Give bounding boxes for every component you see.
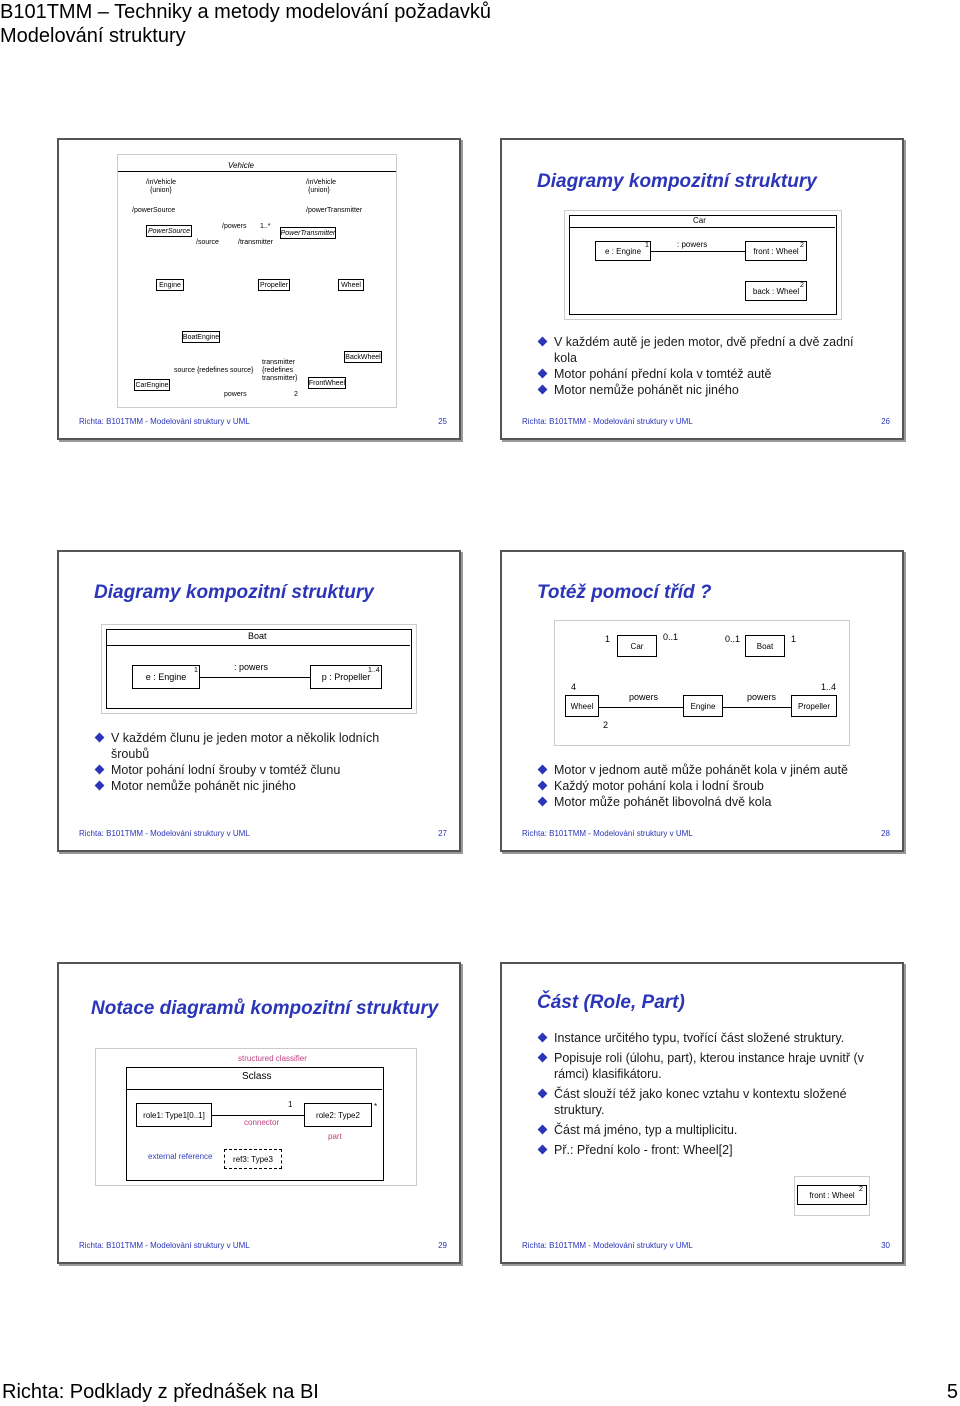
boat-label: Boat: [248, 631, 267, 641]
multiplicity-zero-one: 0..1: [663, 632, 679, 642]
vehicle-label: Vehicle: [228, 161, 254, 170]
back-wheel-box: BackWheel: [344, 351, 382, 363]
bullet-item: Motor může pohánět libovolná dvě kola: [538, 794, 878, 810]
slide-25: [57, 138, 461, 440]
power-source-box: PowerSource: [146, 225, 192, 237]
slide-26: [500, 138, 904, 440]
engine-box: Engine: [156, 279, 184, 291]
back-multiplicity: 2: [800, 282, 804, 289]
diamond-bullet-icon: [538, 1089, 548, 1099]
diamond-bullet-icon: [538, 797, 548, 807]
multiplicity-one: 1: [605, 634, 611, 644]
boat-class: Boat: [745, 635, 785, 657]
front-wheel-part: front : Wheel: [797, 1185, 867, 1205]
powers-connector: : powers: [234, 662, 269, 672]
engine-multiplicity: 1: [645, 242, 649, 249]
car-class: Car: [617, 635, 657, 657]
car-engine-box: CarEngine: [134, 379, 170, 391]
powers-label: /powers: [222, 223, 247, 230]
engine-multiplicity: 1: [194, 667, 198, 674]
bullet-item: Motor nemůže pohánět nic jiného: [538, 382, 858, 398]
diamond-bullet-icon: [538, 1145, 548, 1155]
transmitter-redef-label: transmitter {redefines transmitter}: [262, 359, 298, 382]
diamond-bullet-icon: [95, 733, 105, 743]
wheel-box: Wheel: [338, 279, 364, 291]
multiplicity-four: 4: [571, 682, 577, 692]
powers-bottom-label: powers: [224, 391, 247, 398]
slide-27: [57, 550, 461, 852]
wheel-class: Wheel: [565, 695, 599, 717]
engine-part: e : Engine: [132, 665, 200, 689]
bullet-item: Každý motor pohání kola i lodní šroub: [538, 778, 878, 794]
connector-label: connector: [244, 1118, 280, 1127]
slide-footer: Richta: B101TMM - Modelování struktury v UML: [522, 417, 693, 426]
bullet-item: Motor pohání přední kola v tomtéž autě: [538, 366, 858, 382]
slide-footer: Richta: B101TMM - Modelování struktury v UML: [79, 417, 250, 426]
slide-28: [500, 550, 904, 852]
diamond-bullet-icon: [538, 1053, 548, 1063]
transmitter-label: /transmitter: [238, 239, 274, 246]
slide-number: 25: [438, 417, 447, 426]
slide-footer: Richta: B101TMM - Modelování struktury v UML: [522, 829, 693, 838]
page-footer-author: Richta: Podklady z přednášek na BI: [2, 1381, 319, 1403]
multiplicity-zero-one: 0..1: [725, 634, 741, 644]
class-diagram: [554, 620, 850, 746]
diamond-bullet-icon: [538, 1125, 548, 1135]
car-diagram: [564, 210, 842, 320]
source-label: /source: [196, 239, 219, 246]
slide-number: 26: [881, 417, 890, 426]
bullet-list: [538, 334, 858, 398]
slide-30: [500, 962, 904, 1264]
role1-part: role1: Type1[0..1]: [136, 1103, 212, 1127]
multiplicity-one: 1: [288, 1100, 293, 1109]
notation-diagram: [95, 1048, 417, 1186]
propeller-class: Propeller: [791, 695, 837, 717]
power-transmitter-box: PowerTransmitter: [280, 227, 336, 239]
front-multiplicity: 2: [859, 1186, 863, 1193]
bullet-list: [538, 1030, 876, 1158]
bullet-item: Část má jméno, typ a multiplicitu.: [538, 1122, 876, 1138]
slide-title: Část (Role, Part): [537, 992, 685, 1013]
page-number: 5: [946, 1381, 958, 1403]
slide-footer: Richta: B101TMM - Modelování struktury v UML: [79, 829, 250, 838]
multiplicity-one: 1: [791, 634, 797, 644]
diamond-bullet-icon: [538, 1033, 548, 1043]
front-multiplicity: 2: [800, 242, 804, 249]
powers-label-2: powers: [747, 692, 777, 702]
bullet-item: Motor pohání lodní šrouby v tomtéž člunu: [95, 762, 415, 778]
in-vehicle-label-2: /inVehicle: [306, 179, 336, 186]
diamond-bullet-icon: [538, 765, 548, 775]
role2-part: role2: Type2: [304, 1103, 372, 1127]
propeller-box: Propeller: [258, 279, 290, 291]
power-source-label: /powerSource: [132, 207, 176, 214]
slide-number: 27: [438, 829, 447, 838]
document-title: B101TMM – Techniky a metody modelování požadavků: [0, 1, 492, 23]
diamond-bullet-icon: [95, 765, 105, 775]
slide-title: Totéž pomocí tříd ?: [537, 582, 712, 603]
bullet-item: Část slouží též jako konec vztahu v kontextu složené struktury.: [538, 1086, 876, 1118]
union-label-1: {union}: [150, 187, 172, 194]
bullet-item: Motor nemůže pohánět nic jiného: [95, 778, 415, 794]
bullet-item: V každém člunu je jeden motor a několik lodních šroubů: [95, 730, 415, 762]
multiplicity-star: *: [374, 1102, 378, 1111]
car-label: Car: [693, 216, 706, 225]
propeller-part: p : Propeller: [310, 665, 382, 689]
slide-title: Diagramy kompozitní struktury: [537, 171, 817, 192]
bullet-item: Popisuje roli (úlohu, part), kterou instance hraje uvnitř (v rámci) klasifikátoru.: [538, 1050, 876, 1082]
slide-number: 28: [881, 829, 890, 838]
bullet-list: [538, 762, 878, 810]
engine-part: e : Engine: [595, 241, 651, 261]
slide-footer: Richta: B101TMM - Modelování struktury v UML: [522, 1241, 693, 1250]
multiplicity-two: 2: [294, 391, 298, 398]
multiplicity-one-four: 1..4: [821, 682, 837, 692]
diamond-bullet-icon: [538, 337, 548, 347]
slide-title: Diagramy kompozitní struktury: [94, 582, 374, 603]
engine-class: Engine: [683, 695, 723, 717]
powers-label-1: powers: [629, 692, 659, 702]
propeller-multiplicity: 1..4: [368, 667, 380, 674]
front-wheel-part: front : Wheel: [745, 241, 807, 261]
back-wheel-part: back : Wheel: [745, 281, 807, 301]
slide-title: Notace diagramů kompozitní struktury: [91, 998, 439, 1019]
diamond-bullet-icon: [538, 369, 548, 379]
sclass-label: Sclass: [242, 1071, 272, 1082]
diamond-bullet-icon: [538, 781, 548, 791]
mult-label: 1..*: [260, 223, 271, 230]
bullet-item: Př.: Přední kolo - front: Wheel[2]: [538, 1142, 876, 1158]
diamond-bullet-icon: [538, 385, 548, 395]
bullet-item: V každém autě je jeden motor, dvě přední a dvě zadní kola: [538, 334, 858, 366]
bullet-item: Instance určitého typu, tvořící část složené struktury.: [538, 1030, 876, 1046]
diamond-bullet-icon: [95, 781, 105, 791]
structured-classifier-label: structured classifier: [238, 1054, 307, 1063]
part-label: part: [328, 1132, 342, 1141]
external-reference-label: external reference: [148, 1152, 213, 1161]
part-example-diagram: [794, 1176, 870, 1216]
front-wheel-box: FrontWheel: [308, 377, 346, 389]
ref3-part: ref3: Type3: [224, 1149, 282, 1169]
power-transmitter-label: /powerTransmitter: [306, 207, 363, 214]
slide-number: 29: [438, 1241, 447, 1250]
boat-engine-box: BoatEngine: [182, 331, 220, 343]
source-redef-label: source {redefines source}: [174, 367, 254, 374]
multiplicity-two: 2: [603, 720, 609, 730]
union-label-2: {union}: [308, 187, 330, 194]
vehicle-diagram: [117, 154, 397, 408]
in-vehicle-label-1: /inVehicle: [146, 179, 176, 186]
slide-footer: Richta: B101TMM - Modelování struktury v UML: [79, 1241, 250, 1250]
bullet-list: [95, 730, 415, 794]
powers-connector: : powers: [677, 240, 708, 249]
slide-29: [57, 962, 461, 1264]
boat-diagram: [101, 624, 417, 714]
bullet-item: Motor v jednom autě může pohánět kola v jiném autě: [538, 762, 878, 778]
document-subtitle: Modelování struktury: [0, 25, 186, 47]
slide-number: 30: [881, 1241, 890, 1250]
